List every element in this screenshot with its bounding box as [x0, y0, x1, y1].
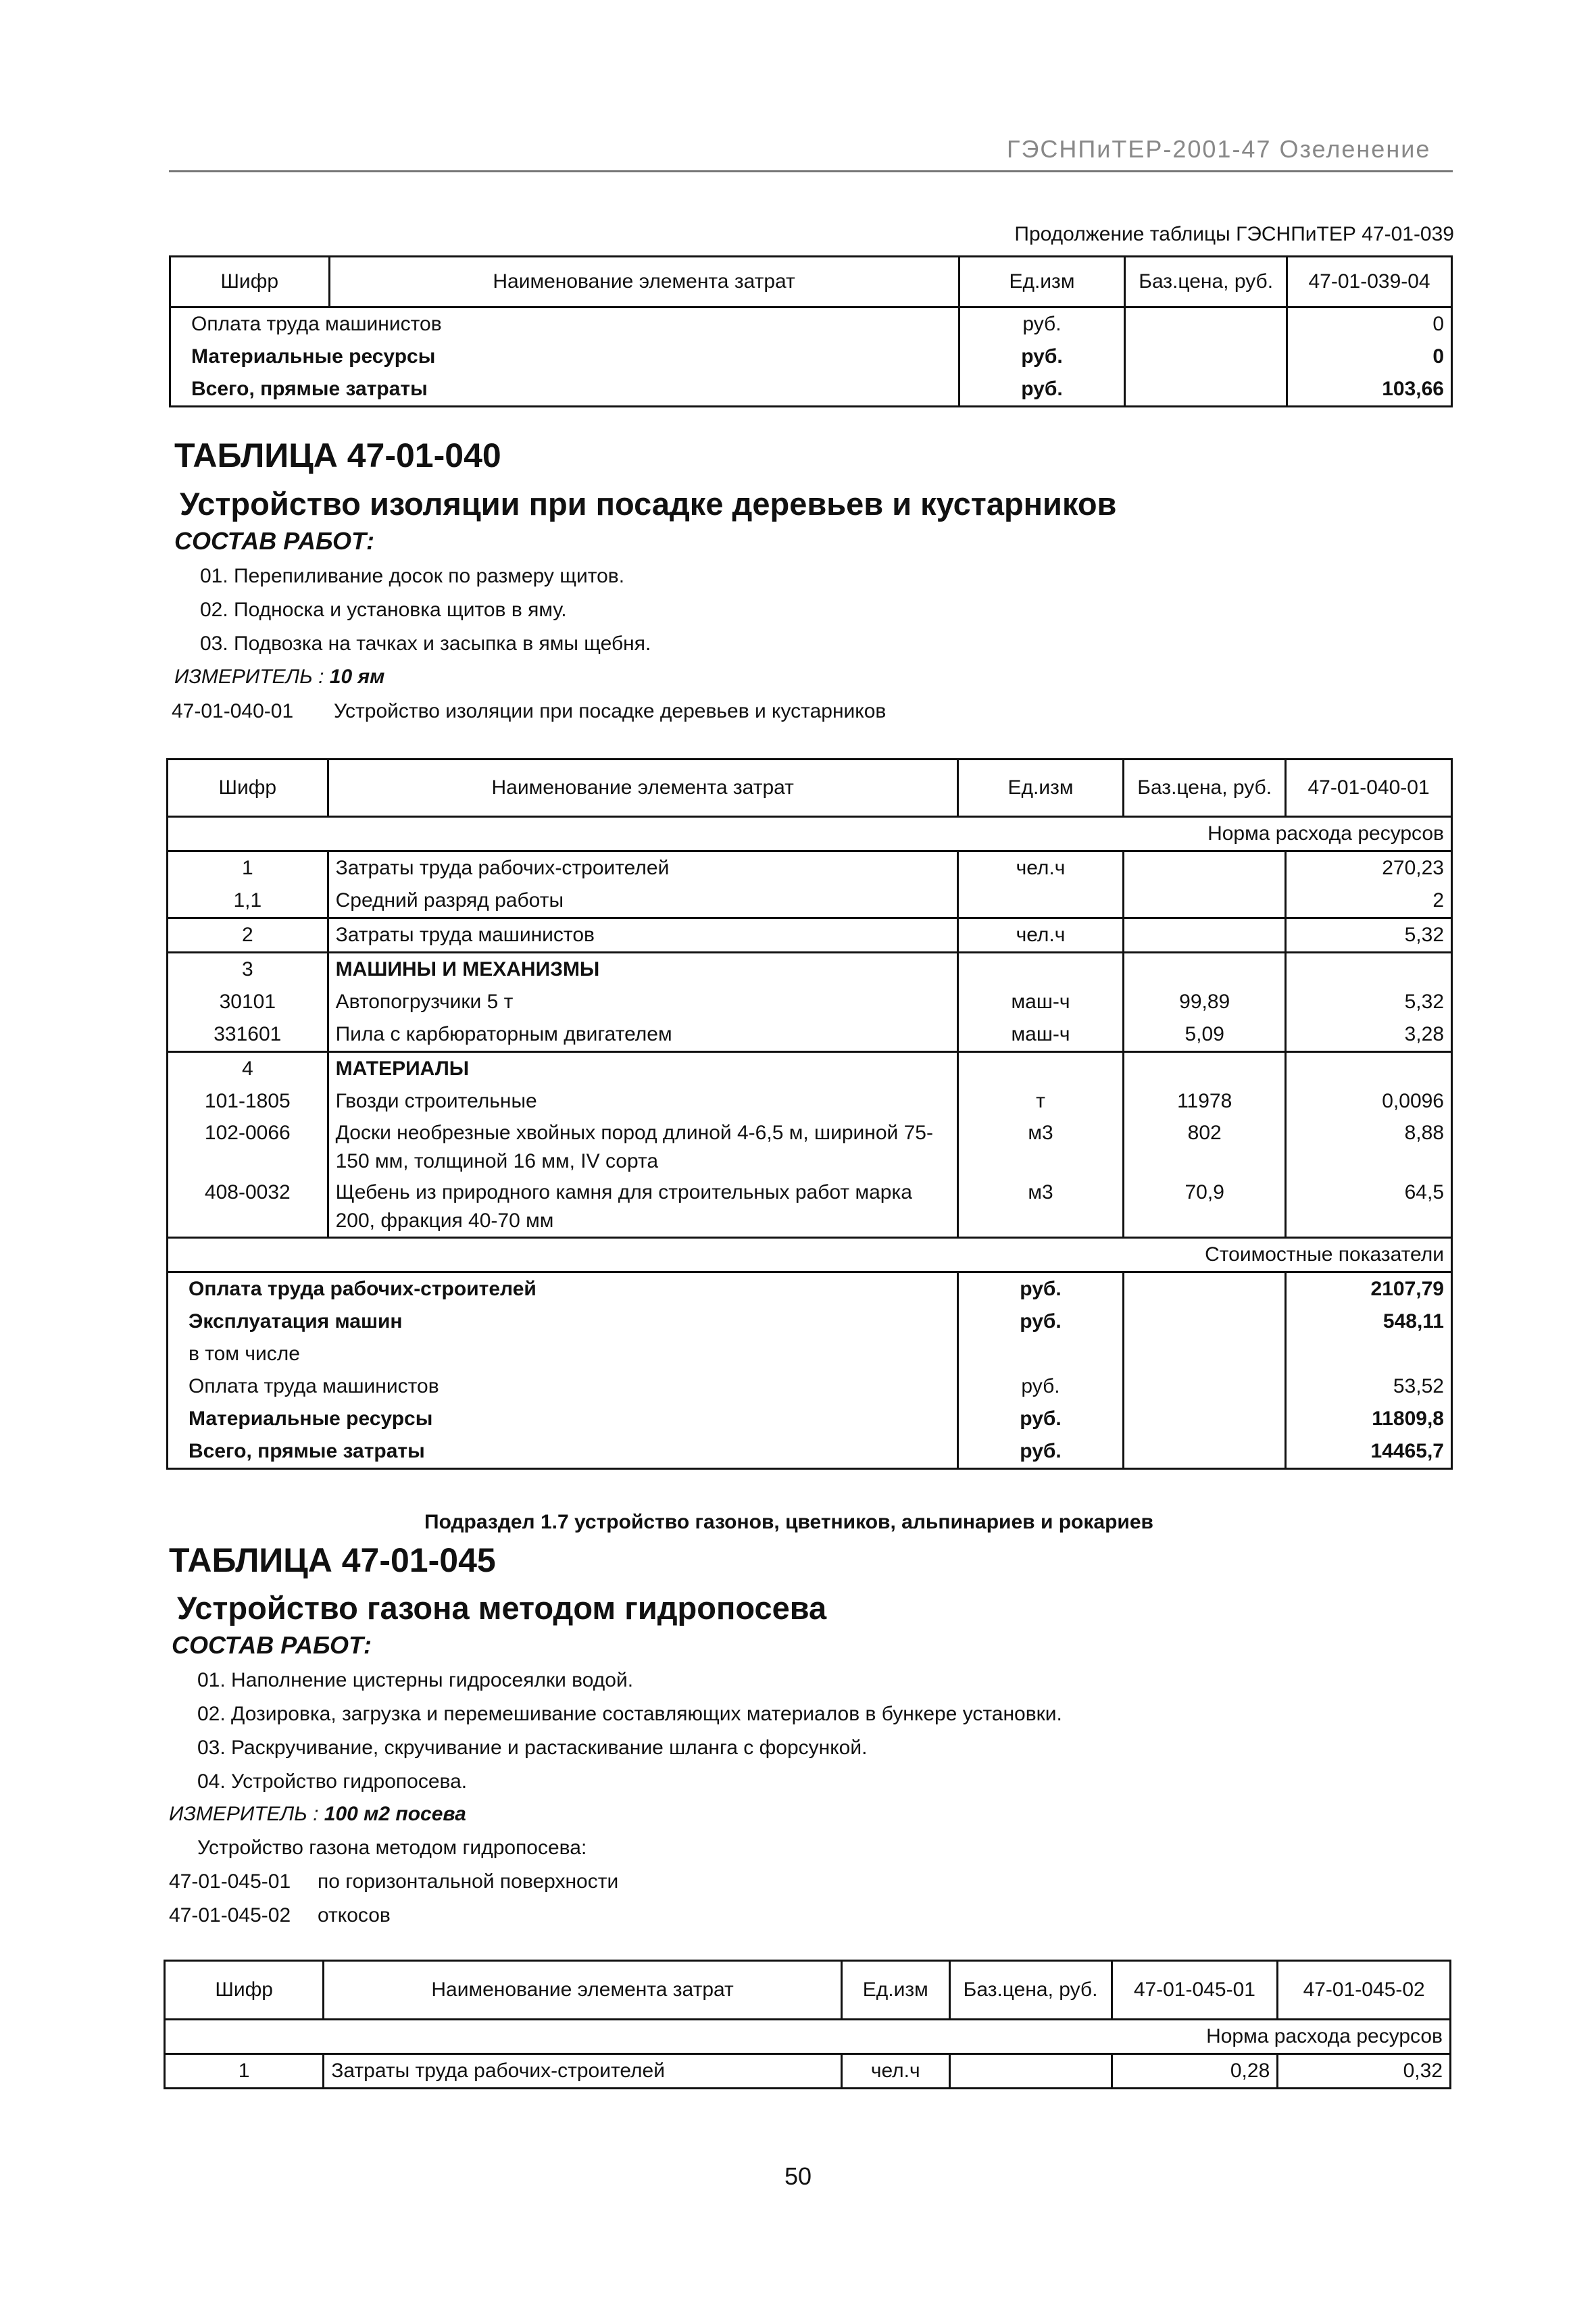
row-name: Оплата труда машинистов — [170, 307, 959, 341]
work-item: 04. Устройство гидропосева. — [197, 1770, 468, 1793]
col-header-name: Наименование элемента затрат — [324, 1961, 842, 2020]
cost-name: Оплата труда рабочих-строителей — [168, 1272, 958, 1306]
cost-value: 2107,79 — [1286, 1272, 1452, 1306]
rate-description: Устройство изоляции при посадке деревьев и кустарников — [334, 700, 887, 722]
row-value-1: 0,28 — [1112, 2054, 1278, 2089]
row-code: 102-0066 — [168, 1118, 328, 1177]
header-divider — [169, 170, 1453, 172]
row-unit: чел.ч — [957, 851, 1123, 885]
col-header-norm: 47-01-040-01 — [1286, 760, 1452, 817]
row-unit: чел.ч — [957, 918, 1123, 953]
table-row — [168, 1085, 1452, 1118]
row-code: 1,1 — [168, 885, 328, 918]
row-unit: м3 — [957, 1118, 1123, 1177]
row-name: Затраты труда машинистов — [328, 918, 957, 953]
row-name: Автопогрузчики 5 т — [328, 986, 957, 1018]
row-code: 331601 — [168, 1018, 328, 1052]
row-name: Всего, прямые затраты — [170, 373, 959, 407]
row-price: 70,9 — [1124, 1177, 1286, 1238]
row-code: 30101 — [168, 986, 328, 1018]
row-name: МАТЕРИАЛЫ — [328, 1052, 957, 1086]
table-47-01-045 — [164, 1960, 1451, 2089]
cost-row — [168, 1272, 1452, 1306]
row-value: 8,88 — [1286, 1118, 1452, 1177]
cost-name: Всего, прямые затраты — [168, 1435, 958, 1469]
cost-unit: руб. — [957, 1403, 1123, 1435]
work-composition-heading: СОСТАВ РАБОТ: — [174, 527, 374, 555]
row-name: Затраты труда рабочих-строителей — [324, 2054, 842, 2089]
row-value: 64,5 — [1286, 1177, 1452, 1238]
col-header-price: Баз.цена, руб. — [949, 1961, 1112, 2020]
cost-unit: руб. — [957, 1370, 1123, 1403]
measure-value: 10 ям — [329, 666, 385, 688]
cost-value: 548,11 — [1286, 1305, 1452, 1338]
rate-code: 47-01-045-01 — [169, 1870, 291, 1893]
table-header-row — [168, 760, 1452, 817]
cost-unit — [957, 1338, 1123, 1370]
row-unit: руб. — [959, 341, 1125, 373]
row-price — [949, 2054, 1112, 2089]
rate-description: откосов — [318, 1904, 391, 1926]
row-name: Материальные ресурсы — [170, 341, 959, 373]
row-unit: маш-ч — [957, 986, 1123, 1018]
row-unit: руб. — [959, 307, 1125, 341]
cost-name: Материальные ресурсы — [168, 1403, 958, 1435]
row-value: 0 — [1287, 307, 1452, 341]
table-header-row — [165, 1961, 1451, 2020]
rate-code: 47-01-045-02 — [169, 1904, 291, 1926]
cost-row — [168, 1403, 1452, 1435]
row-unit — [957, 885, 1123, 918]
col-header-code: Шифр — [165, 1961, 324, 2020]
row-price — [1124, 953, 1286, 987]
measure-value: 100 м2 посева — [324, 1803, 466, 1825]
work-item: 03. Подвозка на тачках и засыпка в ямы щебня. — [200, 632, 651, 655]
table-title-045: ТАБЛИЦА 47-01-045 — [169, 1541, 496, 1579]
table-row — [168, 918, 1452, 953]
row-value — [1286, 1052, 1452, 1086]
row-value: 270,23 — [1286, 851, 1452, 885]
rate-description: по горизонтальной поверхности — [318, 1870, 619, 1893]
work-item: 02. Дозировка, загрузка и перемешивание составляющих материалов в бункере установки. — [197, 1703, 1062, 1725]
table-header-row — [170, 257, 1452, 307]
col-header-price: Баз.цена, руб. — [1125, 257, 1287, 307]
cost-unit: руб. — [957, 1435, 1123, 1469]
row-unit: т — [957, 1085, 1123, 1118]
cost-value: 11809,8 — [1286, 1403, 1452, 1435]
row-code: 2 — [168, 918, 328, 953]
table-47-01-040 — [166, 758, 1453, 1470]
row-name: Щебень из природного камня для строительных работ марка 200, фракция 40-70 мм — [328, 1177, 957, 1238]
table-row — [170, 307, 1452, 341]
col-header-price: Баз.цена, руб. — [1124, 760, 1286, 817]
row-price — [1124, 918, 1286, 953]
row-value: 2 — [1286, 885, 1452, 918]
row-value: 5,32 — [1286, 986, 1452, 1018]
table-subtitle-040: Устройство изоляции при посадке деревьев и кустарников — [180, 486, 1117, 522]
table-row — [168, 1052, 1452, 1086]
cost-value: 53,52 — [1286, 1370, 1452, 1403]
row-name: Пила с карбюраторным двигателем — [328, 1018, 957, 1052]
col-header-code: Шифр — [170, 257, 330, 307]
table-row — [168, 1118, 1452, 1177]
row-price — [1124, 1052, 1286, 1086]
row-code: 4 — [168, 1052, 328, 1086]
col-header-norm: 47-01-039-04 — [1287, 257, 1452, 307]
cost-row — [168, 1435, 1452, 1469]
cost-value: 14465,7 — [1286, 1435, 1452, 1469]
col-header-code: Шифр — [168, 760, 328, 817]
cost-name: Эксплуатация машин — [168, 1305, 958, 1338]
measure-label: ИЗМЕРИТЕЛЬ : — [174, 666, 324, 688]
work-item: 01. Наполнение цистерны гидросеялки водой. — [197, 1669, 634, 1691]
table-row — [168, 953, 1452, 987]
work-item: 01. Перепиливание досок по размеру щитов. — [200, 565, 625, 587]
row-unit: м3 — [957, 1177, 1123, 1238]
cost-caption: Стоимостные показатели — [168, 1238, 1452, 1272]
row-unit — [957, 953, 1123, 987]
cost-name: Оплата труда машинистов — [168, 1370, 958, 1403]
row-value-2: 0,32 — [1278, 2054, 1451, 2089]
row-code: 408-0032 — [168, 1177, 328, 1238]
table-title-040: ТАБЛИЦА 47-01-040 — [174, 437, 501, 474]
cost-name: в том числе — [168, 1338, 958, 1370]
row-name: Доски необрезные хвойных пород длиной 4-6,5 м, шириной 75-150 мм, толщиной 16 мм, IV сорта — [328, 1118, 957, 1177]
norm-caption: Норма расхода ресурсов — [168, 817, 1452, 851]
col-header-name: Наименование элемента затрат — [329, 257, 959, 307]
row-unit: руб. — [959, 373, 1125, 407]
table-row — [170, 341, 1452, 373]
row-unit: маш-ч — [957, 1018, 1123, 1052]
work-item: 02. Подноска и установка щитов в яму. — [200, 599, 567, 621]
row-value: 0 — [1287, 341, 1452, 373]
row-value: 0,0096 — [1286, 1085, 1452, 1118]
row-price — [1124, 851, 1286, 885]
row-value — [1286, 953, 1452, 987]
row-price: 802 — [1124, 1118, 1286, 1177]
col-header-norm-2: 47-01-045-02 — [1278, 1961, 1451, 2020]
table-row — [168, 851, 1452, 885]
continuation-caption: Продолжение таблицы ГЭСНПиТЕР 47-01-039 — [1014, 223, 1454, 245]
running-header: ГЭСНПиТЕР-2001-47 Озеленение — [1007, 135, 1431, 163]
page-number: 50 — [784, 2162, 812, 2190]
rate-code: 47-01-040-01 — [172, 700, 294, 722]
row-name: Средний разряд работы — [328, 885, 957, 918]
norm-caption-row — [168, 817, 1452, 851]
row-price: 5,09 — [1124, 1018, 1286, 1052]
row-price: 11978 — [1124, 1085, 1286, 1118]
cost-row — [168, 1370, 1452, 1403]
work-item: 03. Раскручивание, скручивание и растаскивание шланга с форсункой. — [197, 1737, 868, 1759]
cost-row — [168, 1305, 1452, 1338]
cost-row — [168, 1338, 1452, 1370]
rates-intro: Устройство газона методом гидропосева: — [197, 1837, 587, 1859]
row-code: 1 — [165, 2054, 324, 2089]
row-price: 99,89 — [1124, 986, 1286, 1018]
table-row — [168, 986, 1452, 1018]
col-header-norm-1: 47-01-045-01 — [1112, 1961, 1278, 2020]
norm-caption: Норма расхода ресурсов — [165, 2020, 1451, 2054]
col-header-name: Наименование элемента затрат — [328, 760, 957, 817]
col-header-unit: Ед.изм — [957, 760, 1123, 817]
measure-line — [169, 1803, 466, 1826]
row-code: 1 — [168, 851, 328, 885]
cost-value — [1286, 1338, 1452, 1370]
measure-line — [174, 666, 384, 689]
row-value: 5,32 — [1286, 918, 1452, 953]
table-row — [168, 885, 1452, 918]
table-47-01-039 — [169, 255, 1453, 407]
row-unit — [957, 1052, 1123, 1086]
row-name: МАШИНЫ И МЕХАНИЗМЫ — [328, 953, 957, 987]
col-header-unit: Ед.изм — [841, 1961, 949, 2020]
row-unit: чел.ч — [841, 2054, 949, 2089]
norm-caption-row — [165, 2020, 1451, 2054]
subsection-heading: Подраздел 1.7 устройство газонов, цветников, альпинариев и рокариев — [424, 1511, 1153, 1533]
table-row — [168, 1177, 1452, 1238]
table-subtitle-045: Устройство газона методом гидропосева — [177, 1590, 827, 1626]
work-composition-heading: СОСТАВ РАБОТ: — [172, 1631, 372, 1659]
table-row — [170, 373, 1452, 407]
cost-caption-row — [168, 1238, 1452, 1272]
row-value: 3,28 — [1286, 1018, 1452, 1052]
table-row — [168, 1018, 1452, 1052]
col-header-unit: Ед.изм — [959, 257, 1125, 307]
row-name: Затраты труда рабочих-строителей — [328, 851, 957, 885]
measure-label: ИЗМЕРИТЕЛЬ : — [169, 1803, 319, 1825]
row-code: 101-1805 — [168, 1085, 328, 1118]
cost-unit: руб. — [957, 1305, 1123, 1338]
row-price — [1124, 885, 1286, 918]
table-row — [165, 2054, 1451, 2089]
row-name: Гвозди строительные — [328, 1085, 957, 1118]
row-value: 103,66 — [1287, 373, 1452, 407]
row-code: 3 — [168, 953, 328, 987]
cost-unit: руб. — [957, 1272, 1123, 1306]
